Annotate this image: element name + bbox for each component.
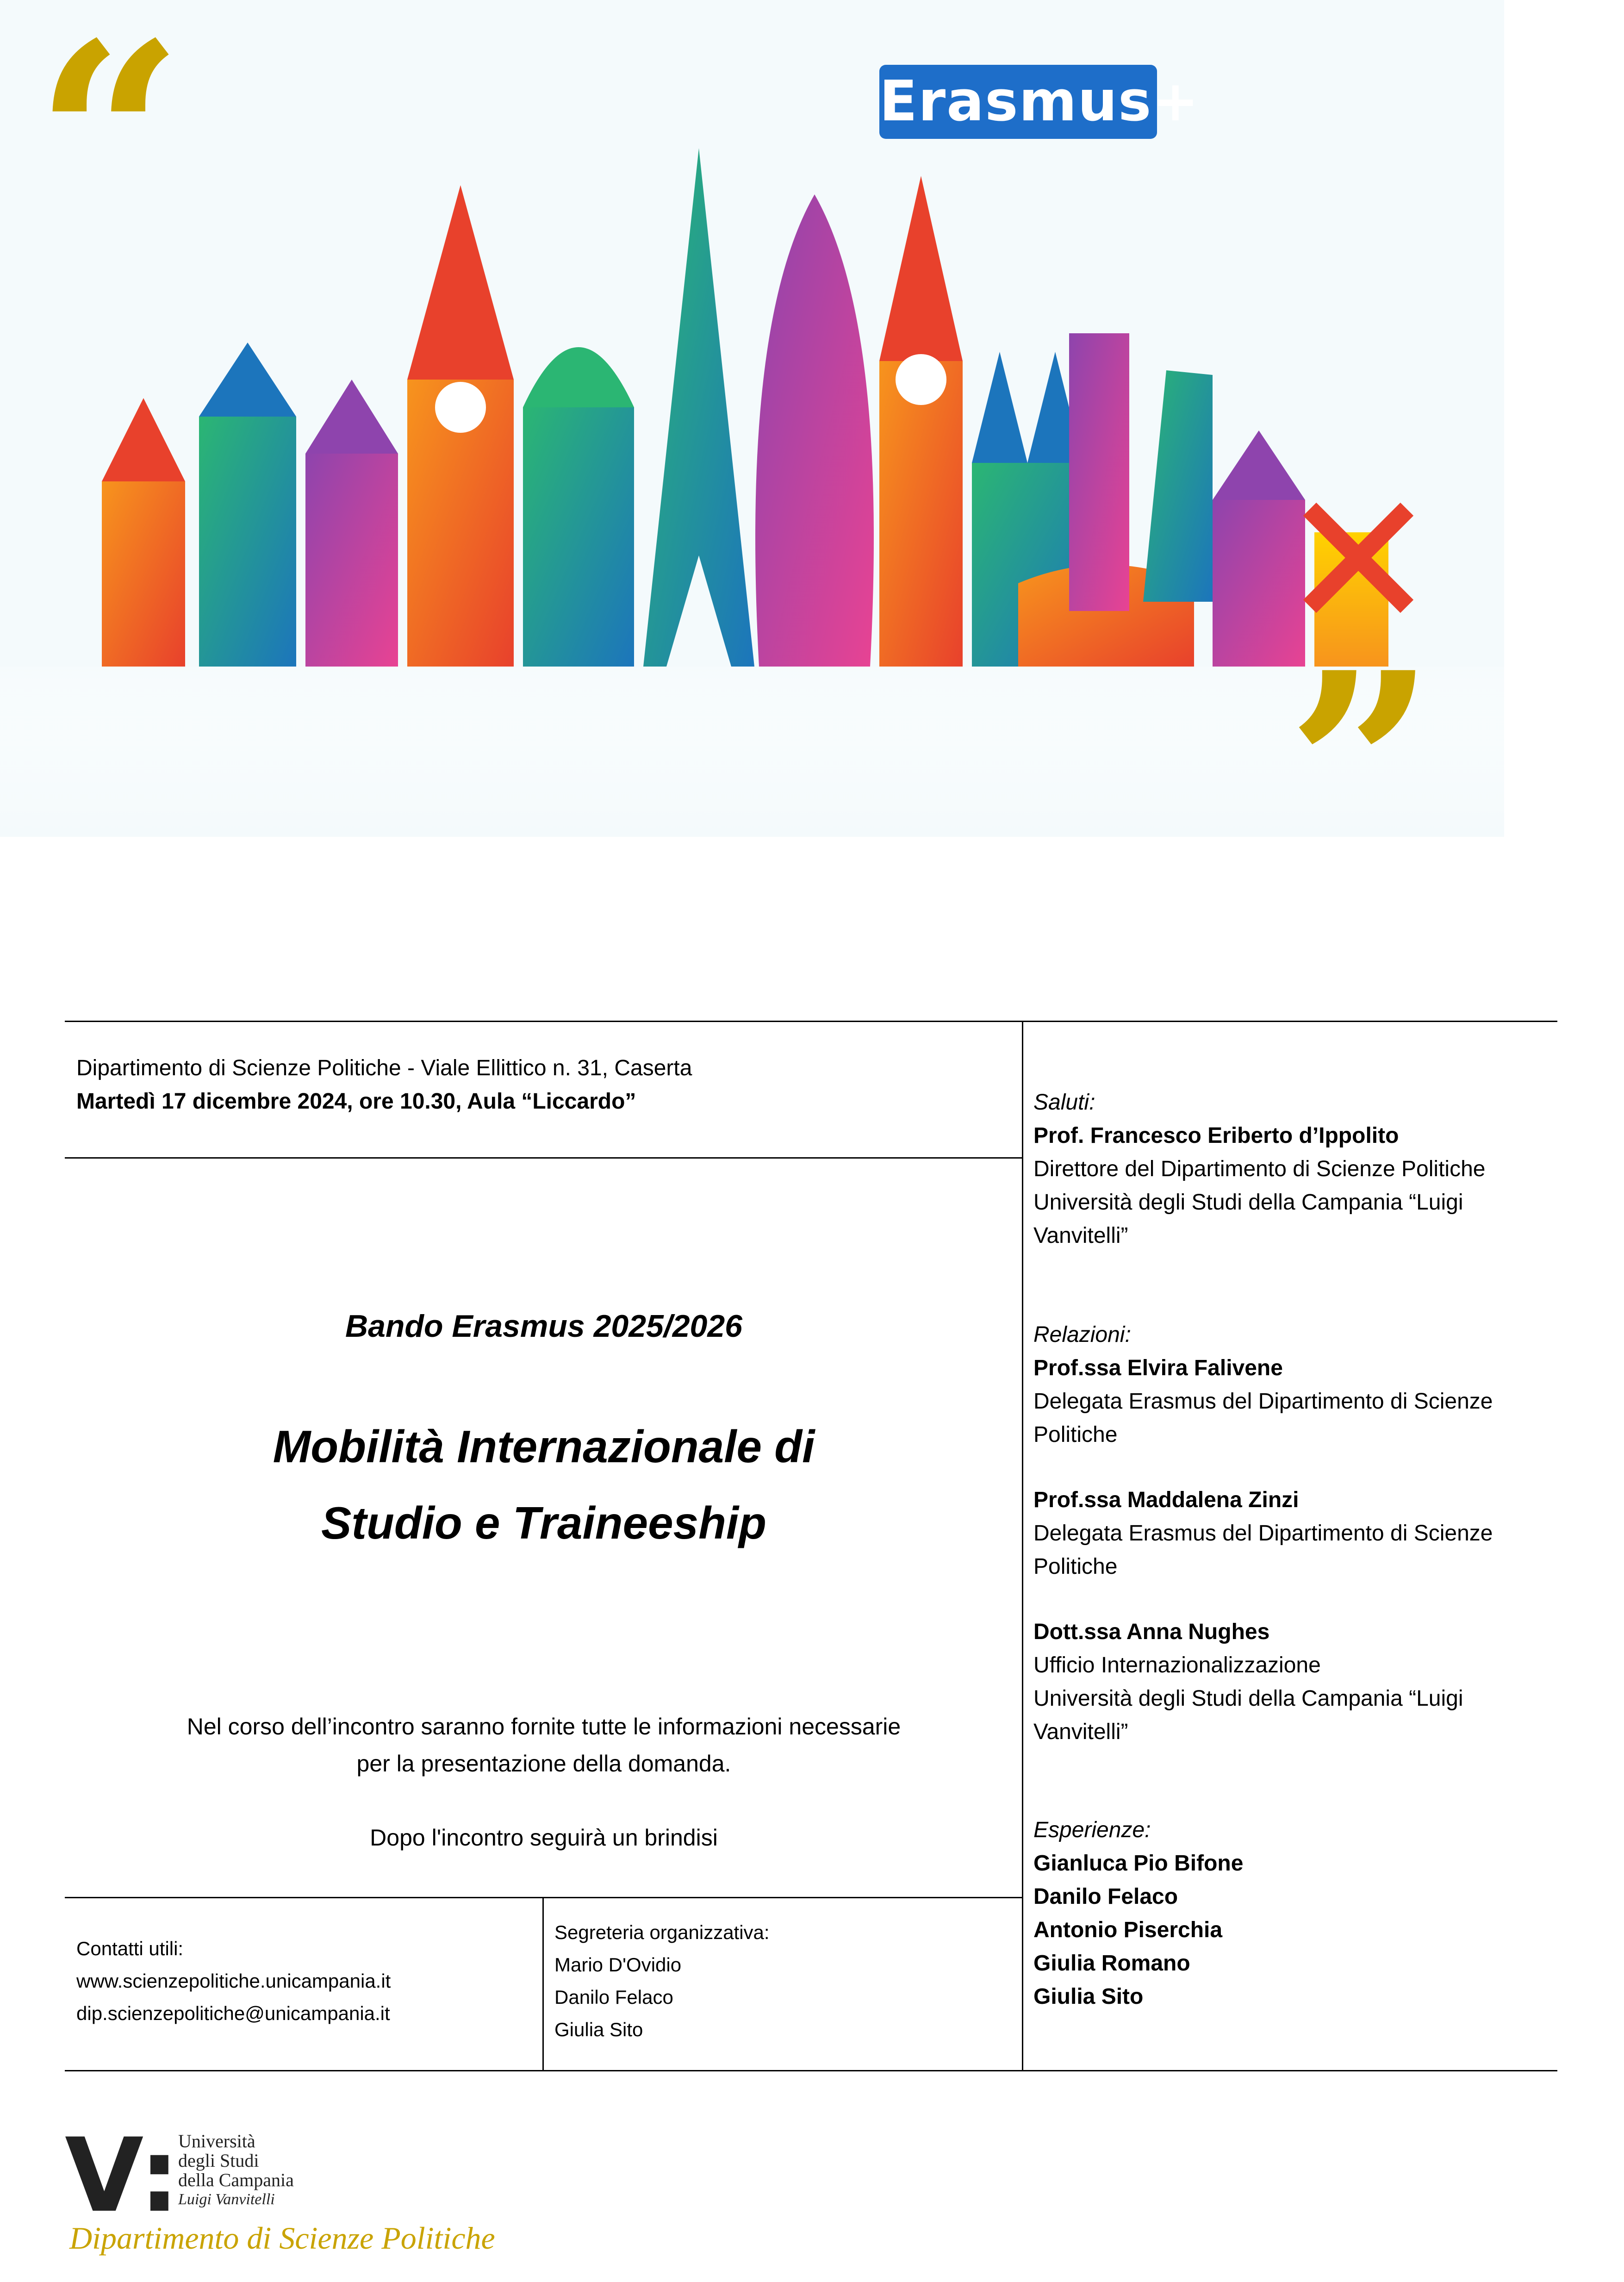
skyline-illustration bbox=[0, 0, 1504, 921]
relatore-name: Prof.ssa Elvira Falivene bbox=[1033, 1356, 1283, 1380]
secretariat-member: Danilo Felaco bbox=[554, 1986, 673, 2008]
relatore-role: Politiche bbox=[1033, 1422, 1118, 1447]
table-header-divider bbox=[65, 1157, 1023, 1159]
relazioni-label: Relazioni: bbox=[1033, 1322, 1131, 1347]
esperienze-name: Antonio Piserchia bbox=[1033, 1918, 1223, 1942]
event-datetime: Martedì 17 dicembre 2024, ore 10.30, Aula “Liccardo” bbox=[76, 1089, 636, 1114]
department-name: Dipartimento di Scienze Politiche bbox=[69, 2220, 495, 2256]
saluti-speaker-role: Direttore del Dipartimento di Scienze Politiche bbox=[1033, 1157, 1486, 1181]
esperienze-name: Giulia Sito bbox=[1033, 1984, 1144, 2009]
secretariat-label: Segreteria organizzativa: bbox=[554, 1921, 770, 1943]
relatore-name: Dott.ssa Anna Nughes bbox=[1033, 1620, 1270, 1644]
saluti-label: Saluti: bbox=[1033, 1090, 1095, 1115]
relatore-role: Università degli Studi della Campania “Luigi bbox=[1033, 1686, 1463, 1711]
main-title-line-1: Mobilità Internazionale di bbox=[273, 1421, 815, 1472]
university-logo-mark: V: bbox=[65, 2116, 180, 2235]
saluti-speaker-role: Università degli Studi della Campania “Luigi bbox=[1033, 1190, 1463, 1215]
erasmus-plus-logo: Erasmus+ bbox=[879, 65, 1157, 139]
bando-title: Bando Erasmus 2025/2026 bbox=[345, 1309, 743, 1344]
table-footer-divider bbox=[65, 1897, 1023, 1898]
close-quote-icon: ” bbox=[1287, 616, 1436, 921]
table-bottom-border bbox=[65, 2070, 1557, 2071]
contacts-label: Contatti utili: bbox=[76, 1938, 184, 1959]
table-top-border bbox=[65, 1021, 1557, 1022]
esperienze-name: Gianluca Pio Bifone bbox=[1033, 1851, 1244, 1876]
table-contacts-divider bbox=[542, 1897, 544, 2071]
secretariat-member: Mario D'Ovidio bbox=[554, 1954, 682, 1976]
event-address: Dipartimento di Scienze Politiche - Viale Ellittico n. 31, Caserta bbox=[76, 1056, 692, 1080]
relatore-role: Delegata Erasmus del Dipartimento di Scienze bbox=[1033, 1521, 1493, 1546]
relatore-name: Prof.ssa Maddalena Zinzi bbox=[1033, 1488, 1299, 1512]
contacts-website-link[interactable]: www.scienzepolitiche.unicampania.it bbox=[76, 1970, 391, 1992]
brindisi-note: Dopo l'incontro seguirà un brindisi bbox=[370, 1825, 718, 1851]
main-title-line-2: Studio e Traineeship bbox=[321, 1497, 767, 1548]
relatore-role: Vanvitelli” bbox=[1033, 1720, 1128, 1744]
esperienze-name: Danilo Felaco bbox=[1033, 1884, 1178, 1909]
contacts-email-link[interactable]: dip.scienzepolitiche@unicampania.it bbox=[76, 2002, 390, 2024]
relatore-role: Delegata Erasmus del Dipartimento di Scienze bbox=[1033, 1389, 1493, 1414]
secretariat-member: Giulia Sito bbox=[554, 2019, 643, 2040]
skyline-reflection bbox=[0, 667, 1504, 837]
university-name-line: Università bbox=[178, 2131, 255, 2151]
open-quote-icon: “ bbox=[35, 0, 184, 291]
esperienze-label: Esperienze: bbox=[1033, 1818, 1151, 1842]
university-name-line: Luigi Vanvitelli bbox=[178, 2191, 275, 2208]
university-name-line: degli Studi bbox=[178, 2150, 259, 2171]
relatore-role: Ufficio Internazionalizzazione bbox=[1033, 1653, 1321, 1677]
skyline-buildings bbox=[102, 148, 1407, 667]
erasmus-banner-image bbox=[0, 0, 1504, 921]
saluti-speaker-role: Vanvitelli” bbox=[1033, 1223, 1128, 1248]
saluti-speaker-name: Prof. Francesco Eriberto d’Ippolito bbox=[1033, 1123, 1399, 1148]
event-info-text: Nel corso dell’incontro saranno fornite tutte le informazioni necessarie per la presentazione della domanda. bbox=[187, 1714, 901, 1777]
esperienze-name: Giulia Romano bbox=[1033, 1951, 1190, 1976]
relatore-role: Politiche bbox=[1033, 1554, 1118, 1579]
university-name-line: della Campania bbox=[178, 2170, 294, 2190]
